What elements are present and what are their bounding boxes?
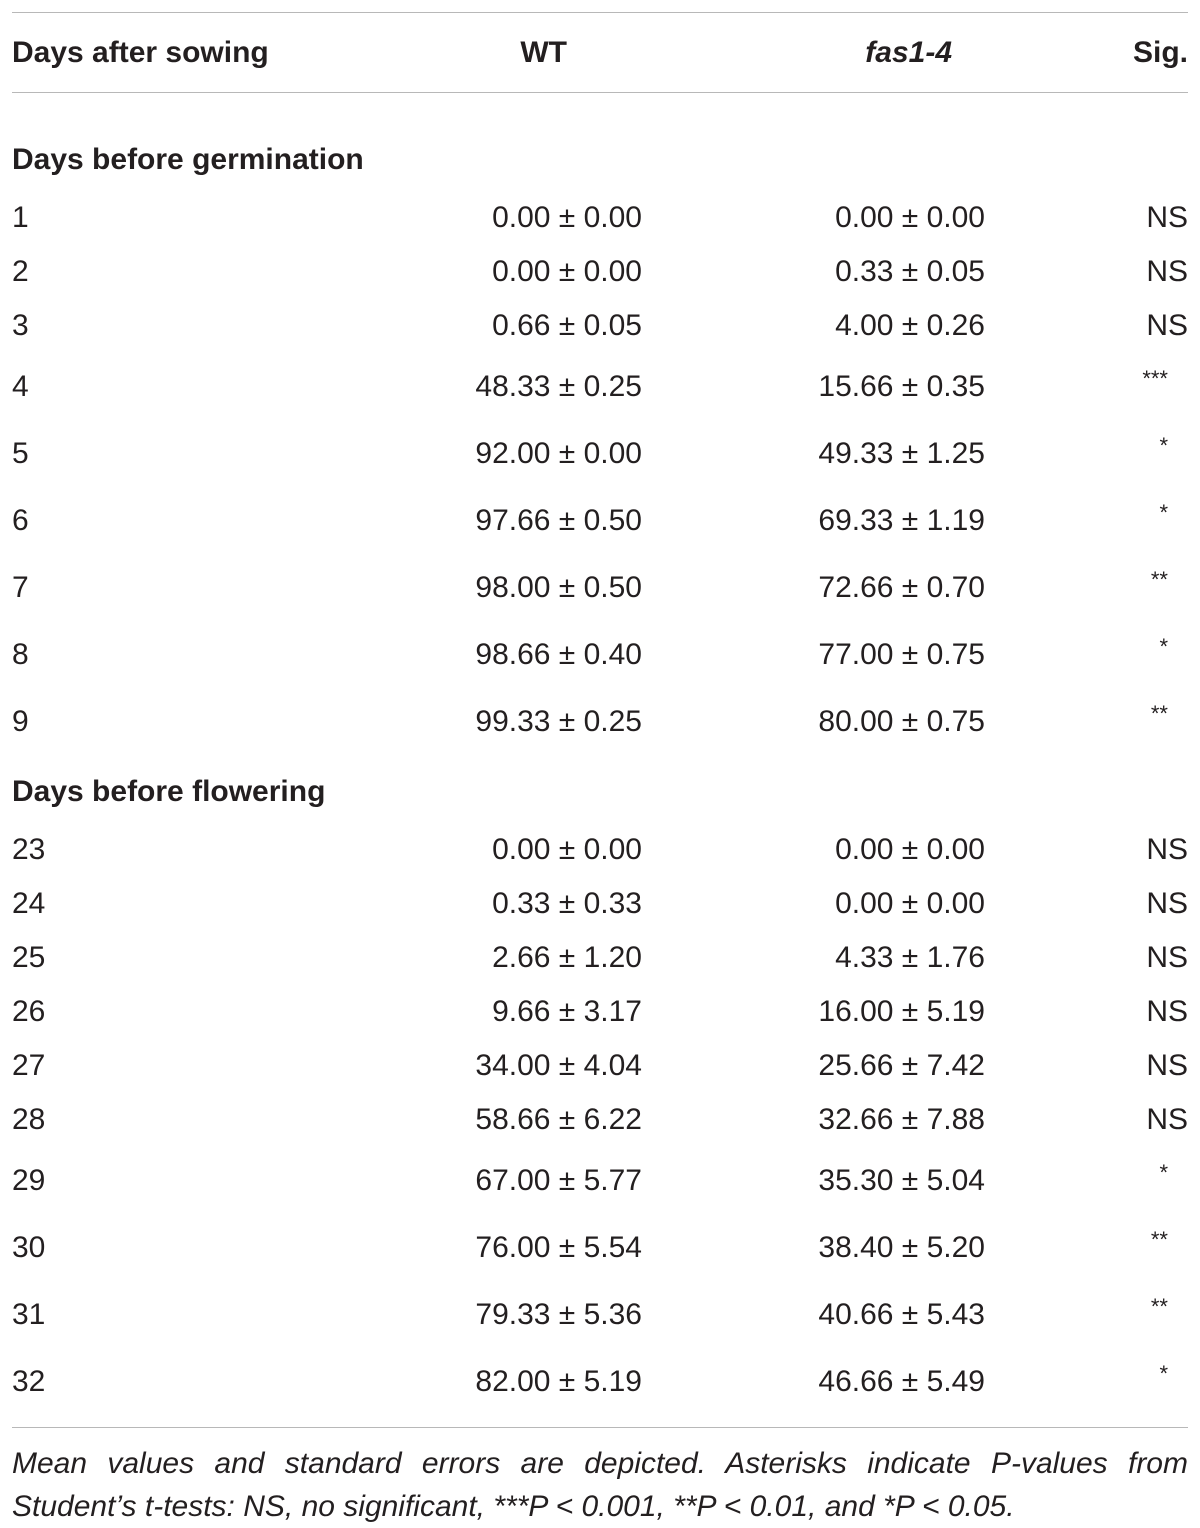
sig-cell: NS [1146, 1103, 1188, 1136]
header-mutant: fas1-4 [865, 35, 952, 69]
wt-cell: 98.00 ± 0.50 [475, 570, 642, 604]
day-cell: 32 [12, 1364, 46, 1398]
wt-cell: 67.00 ± 5.77 [475, 1163, 642, 1197]
sig-cell: ** [1150, 567, 1168, 592]
day-cell: 30 [12, 1230, 46, 1264]
day-cell: 28 [12, 1103, 46, 1136]
day-cell: 27 [12, 1049, 46, 1082]
mutant-cell: 0.00 ± 0.00 [835, 201, 985, 234]
day-cell: 8 [12, 637, 29, 671]
mutant-cell: 38.40 ± 5.20 [818, 1230, 985, 1264]
sig-cell: * [1159, 1361, 1168, 1386]
table-row [12, 1214, 1188, 1281]
mutant-cell: 25.66 ± 7.42 [818, 1049, 985, 1082]
section-title: Days before germination [12, 143, 364, 176]
table-row [12, 877, 1188, 931]
sig-cell: NS [1146, 995, 1188, 1028]
wt-cell: 48.33 ± 0.25 [475, 369, 642, 403]
mutant-cell: 4.33 ± 1.76 [835, 941, 985, 974]
wt-cell: 92.00 ± 0.00 [475, 436, 642, 470]
wt-cell: 58.66 ± 6.22 [475, 1103, 642, 1136]
wt-cell: 0.33 ± 0.33 [492, 887, 642, 920]
wt-cell: 0.66 ± 0.05 [492, 309, 642, 342]
wt-cell: 98.66 ± 0.40 [475, 637, 642, 671]
table-row [12, 621, 1188, 688]
mutant-cell: 0.00 ± 0.00 [835, 887, 985, 920]
wt-cell: 99.33 ± 0.25 [475, 704, 642, 738]
day-cell: 31 [12, 1297, 46, 1331]
sig-cell: NS [1146, 887, 1188, 920]
table-row [12, 985, 1188, 1039]
mutant-cell: 4.00 ± 0.26 [835, 309, 985, 342]
wt-cell: 76.00 ± 5.54 [475, 1230, 642, 1264]
wt-cell: 34.00 ± 4.04 [475, 1049, 642, 1082]
mutant-cell: 80.00 ± 0.75 [818, 704, 985, 738]
table-row [12, 420, 1188, 487]
mutant-cell: 16.00 ± 5.19 [818, 995, 985, 1028]
day-cell: 6 [12, 503, 29, 537]
table-row [12, 353, 1188, 420]
sig-cell: * [1159, 634, 1168, 659]
mutant-cell: 0.33 ± 0.05 [835, 255, 985, 288]
sig-cell: ** [1150, 1227, 1168, 1252]
mutant-cell: 15.66 ± 0.35 [818, 369, 985, 403]
mutant-cell: 49.33 ± 1.25 [818, 436, 985, 470]
mutant-cell: 72.66 ± 0.70 [818, 570, 985, 604]
wt-cell: 97.66 ± 0.50 [475, 503, 642, 537]
sig-cell: ** [1150, 701, 1168, 726]
section-row [12, 93, 1188, 191]
table-row [12, 554, 1188, 621]
table-row [12, 1348, 1188, 1415]
section-row [12, 755, 1188, 823]
table-row [12, 1281, 1188, 1348]
mutant-cell: 77.00 ± 0.75 [818, 637, 985, 671]
table-row [12, 487, 1188, 554]
bottom-rule [12, 1427, 1188, 1428]
table-row [12, 245, 1188, 299]
day-cell: 5 [12, 436, 29, 470]
section-title: Days before flowering [12, 775, 326, 808]
day-cell: 3 [12, 309, 29, 342]
table-row [12, 299, 1188, 353]
sig-cell: * [1159, 500, 1168, 525]
day-cell: 2 [12, 255, 29, 288]
sig-cell: ** [1150, 1294, 1168, 1319]
table-row [12, 1039, 1188, 1093]
day-cell: 29 [12, 1163, 46, 1197]
table-container [12, 12, 1188, 1528]
wt-cell: 82.00 ± 5.19 [475, 1364, 642, 1398]
day-cell: 1 [12, 201, 29, 234]
sig-cell: NS [1146, 1049, 1188, 1082]
wt-cell: 0.00 ± 0.00 [492, 255, 642, 288]
sig-cell: * [1159, 433, 1168, 458]
header-sig: Sig. [1132, 35, 1188, 69]
wt-cell: 0.00 ± 0.00 [492, 833, 642, 866]
header-row [12, 13, 1188, 93]
wt-cell: 0.00 ± 0.00 [492, 201, 642, 234]
table-row [12, 823, 1188, 877]
table-row [12, 931, 1188, 985]
sig-cell: NS [1146, 309, 1188, 342]
wt-cell: 2.66 ± 1.20 [492, 941, 642, 974]
day-cell: 24 [12, 887, 46, 920]
header-days: Days after sowing [12, 35, 269, 69]
sig-cell: NS [1146, 833, 1188, 866]
sig-cell: * [1159, 1160, 1168, 1185]
mutant-cell: 35.30 ± 5.04 [818, 1163, 985, 1197]
mutant-cell: 69.33 ± 1.19 [818, 503, 985, 537]
wt-cell: 79.33 ± 5.36 [475, 1297, 642, 1331]
day-cell: 26 [12, 995, 46, 1028]
mutant-cell: 46.66 ± 5.49 [818, 1364, 985, 1398]
day-cell: 4 [12, 369, 29, 403]
table-row [12, 1147, 1188, 1214]
table-footnote: Mean values and standard errors are depicted. Asterisks indicate P-values from Student’s t-tests: NS, no significant, ***P < 0.001, **P < 0.01, and *P < 0.05. [12, 1447, 1188, 1523]
header-wt: WT [520, 35, 567, 69]
table-row [12, 1093, 1188, 1147]
table-body [12, 93, 1188, 1416]
day-cell: 7 [12, 570, 29, 604]
wt-cell: 9.66 ± 3.17 [492, 995, 642, 1028]
mutant-cell: 40.66 ± 5.43 [818, 1297, 985, 1331]
data-table [12, 13, 1188, 1415]
day-cell: 23 [12, 833, 46, 866]
table-row [12, 191, 1188, 245]
sig-cell: NS [1146, 201, 1188, 234]
mutant-cell: 32.66 ± 7.88 [818, 1103, 985, 1136]
day-cell: 25 [12, 941, 46, 974]
table-row [12, 688, 1188, 755]
mutant-cell: 0.00 ± 0.00 [835, 833, 985, 866]
sig-cell: *** [1142, 366, 1168, 391]
sig-cell: NS [1146, 255, 1188, 288]
day-cell: 9 [12, 704, 29, 738]
sig-cell: NS [1146, 941, 1188, 974]
